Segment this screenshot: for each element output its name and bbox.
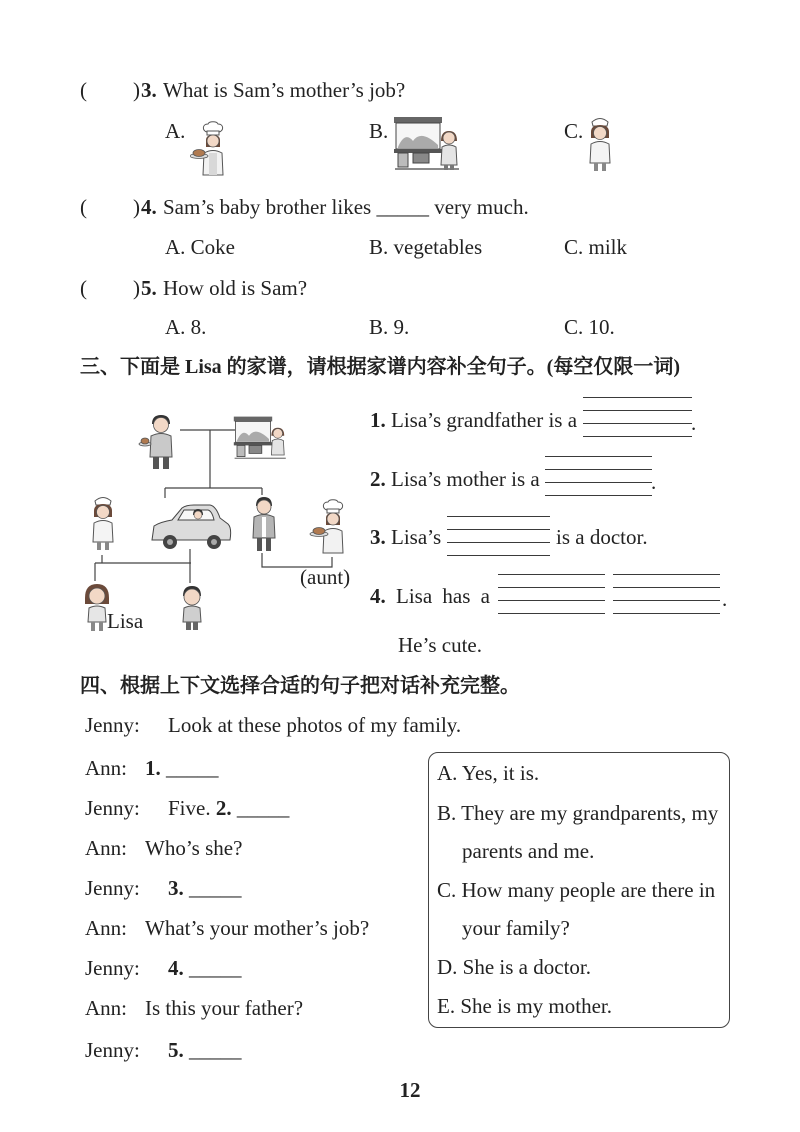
question-text: What is Sam’s mother’s job?: [163, 78, 406, 102]
item-text: Lisa has a: [396, 584, 490, 608]
choice-label: C.: [437, 878, 457, 902]
dialogue-text: Look at these photos of my family.: [168, 713, 462, 737]
choice-label: A.: [437, 761, 458, 785]
blank-number: 1.: [145, 756, 161, 780]
item-period: .: [651, 470, 657, 494]
blank-number: 4.: [168, 956, 184, 980]
option-a: [165, 315, 206, 339]
speaker: Ann:: [85, 916, 127, 940]
lisa-figure: [85, 584, 109, 631]
writing-lines: [498, 574, 605, 614]
question-text: [163, 195, 529, 219]
option-text: 9.: [393, 315, 410, 339]
option-label: C.: [564, 119, 584, 143]
speaker: Ann:: [85, 836, 127, 860]
question-number: 3.: [141, 78, 157, 102]
lisa-label: Lisa: [107, 609, 144, 633]
choice-label: E.: [437, 994, 456, 1018]
choice-text-continued: parents and me.: [462, 839, 595, 863]
choice-c: [437, 878, 715, 902]
option-a: [165, 235, 235, 259]
item-text: Lisa’s grandfather is a: [391, 408, 578, 432]
answer-blank: _____: [166, 756, 219, 780]
aunt-cook-figure: [310, 500, 343, 553]
option-label: A.: [165, 119, 186, 143]
choice-text: She is my mother.: [460, 994, 612, 1018]
speaker: Jenny:: [85, 956, 140, 980]
nurse-icon: [584, 115, 616, 173]
answer-paren-close: ): [133, 78, 140, 102]
writing-lines: [545, 456, 652, 496]
grandfather-figure: [139, 415, 172, 469]
question-text-before: Sam’s baby brother likes: [163, 195, 372, 219]
writing-lines: [613, 574, 720, 614]
dialogue-text: Who’s she?: [145, 836, 243, 860]
section-3-title: 三、下面是 Lisa 的家谱，请根据家谱内容补全句子。(每空仅限一词): [80, 356, 680, 378]
option-text: vegetables: [393, 235, 483, 259]
choice-text: They are my grandparents, my: [461, 801, 719, 825]
aunt-label: (aunt): [300, 565, 351, 589]
choice-b: [437, 801, 718, 825]
answer-paren-close: ): [133, 195, 140, 219]
blank-number: 5.: [168, 1038, 184, 1062]
answer-paren-open: (: [80, 195, 87, 219]
option-label: A.: [165, 315, 186, 339]
fill-item-1: [370, 408, 577, 432]
option-label: C.: [564, 315, 584, 339]
option-label: B.: [369, 315, 389, 339]
option-label: B.: [369, 119, 389, 143]
farm-shop-icon: [393, 115, 461, 173]
uncle-figure: [253, 497, 275, 551]
option-text: milk: [588, 235, 628, 259]
writing-lines: [583, 397, 692, 437]
option-label: C.: [564, 235, 584, 259]
item-number: 2.: [370, 467, 386, 491]
answer-paren-close: ): [133, 276, 140, 300]
option-label: B.: [369, 235, 389, 259]
family-tree: [80, 405, 360, 640]
dialogue-blank-line: [168, 956, 242, 980]
dialogue-blank-line: [168, 1038, 242, 1062]
question-text: How old is Sam?: [163, 276, 308, 300]
item-number: 4.: [370, 584, 386, 608]
option-c: [564, 235, 627, 259]
speaker: Ann:: [85, 996, 127, 1020]
blank-number: 2.: [215, 796, 232, 820]
option-b: [369, 235, 482, 259]
option-text: 8.: [190, 315, 207, 339]
dialogue-blank-line: [145, 756, 219, 780]
dialogue-text: Is this your father?: [145, 996, 304, 1020]
answer-blank: _____: [189, 956, 242, 980]
grandmother-shop-figure: [234, 417, 286, 459]
dialogue-blank-line: [168, 876, 242, 900]
choice-text-continued: your family?: [462, 916, 570, 940]
speaker: Jenny:: [85, 876, 140, 900]
answer-paren-open: (: [80, 78, 87, 102]
speaker: Jenny:: [85, 713, 140, 737]
option-b: [369, 315, 409, 339]
answer-blank: _____: [189, 1038, 242, 1062]
answer-blank: _____: [376, 195, 429, 219]
section-4-title: 四、根据上下文选择合适的句子把对话补充完整。: [80, 675, 520, 697]
dialogue-text: What’s your mother’s job?: [145, 916, 370, 940]
choice-e: [437, 994, 612, 1018]
question-number: 5.: [141, 276, 157, 300]
answer-blank: _____: [236, 796, 290, 820]
fill-item-2: [370, 467, 540, 491]
answer-blank: _____: [189, 876, 242, 900]
item-number: 3.: [370, 525, 386, 549]
item-text-after: is a doctor.: [556, 525, 648, 549]
father-car-figure: [152, 505, 231, 549]
dialogue-blank-line: [168, 796, 289, 820]
fill-item-3: [370, 525, 441, 549]
page-number: 12: [399, 1078, 421, 1102]
followup-text: He’s cute.: [398, 633, 482, 657]
item-text: Lisa’s: [391, 525, 442, 549]
option-label: A.: [165, 235, 186, 259]
cook-icon: [190, 121, 236, 177]
baby-brother-figure: [183, 586, 201, 630]
option-text: 10.: [588, 315, 615, 339]
choice-a: [437, 761, 539, 785]
choice-text: How many people are there in: [461, 878, 716, 902]
blank-number: 3.: [168, 876, 184, 900]
choice-label: D.: [437, 955, 458, 979]
speaker: Jenny:: [85, 796, 140, 820]
question-number: 4.: [141, 195, 157, 219]
answer-paren-open: (: [80, 276, 87, 300]
item-period: .: [691, 411, 697, 435]
fill-item-4: [370, 584, 490, 608]
choice-label: B.: [437, 801, 457, 825]
item-number: 1.: [370, 408, 386, 432]
writing-lines: [447, 516, 550, 556]
speaker: Jenny:: [85, 1038, 140, 1062]
choice-text: Yes, it is.: [461, 761, 540, 785]
mother-nurse-figure: [93, 498, 113, 551]
item-period: .: [722, 587, 728, 611]
option-c: [564, 315, 615, 339]
option-text: Coke: [190, 235, 235, 259]
dialogue-text: Five.: [168, 796, 211, 820]
choice-d: [437, 955, 591, 979]
speaker: Ann:: [85, 756, 127, 780]
question-text-after: very much.: [434, 195, 529, 219]
item-text: Lisa’s mother is a: [391, 467, 540, 491]
choice-text: She is a doctor.: [462, 955, 591, 979]
